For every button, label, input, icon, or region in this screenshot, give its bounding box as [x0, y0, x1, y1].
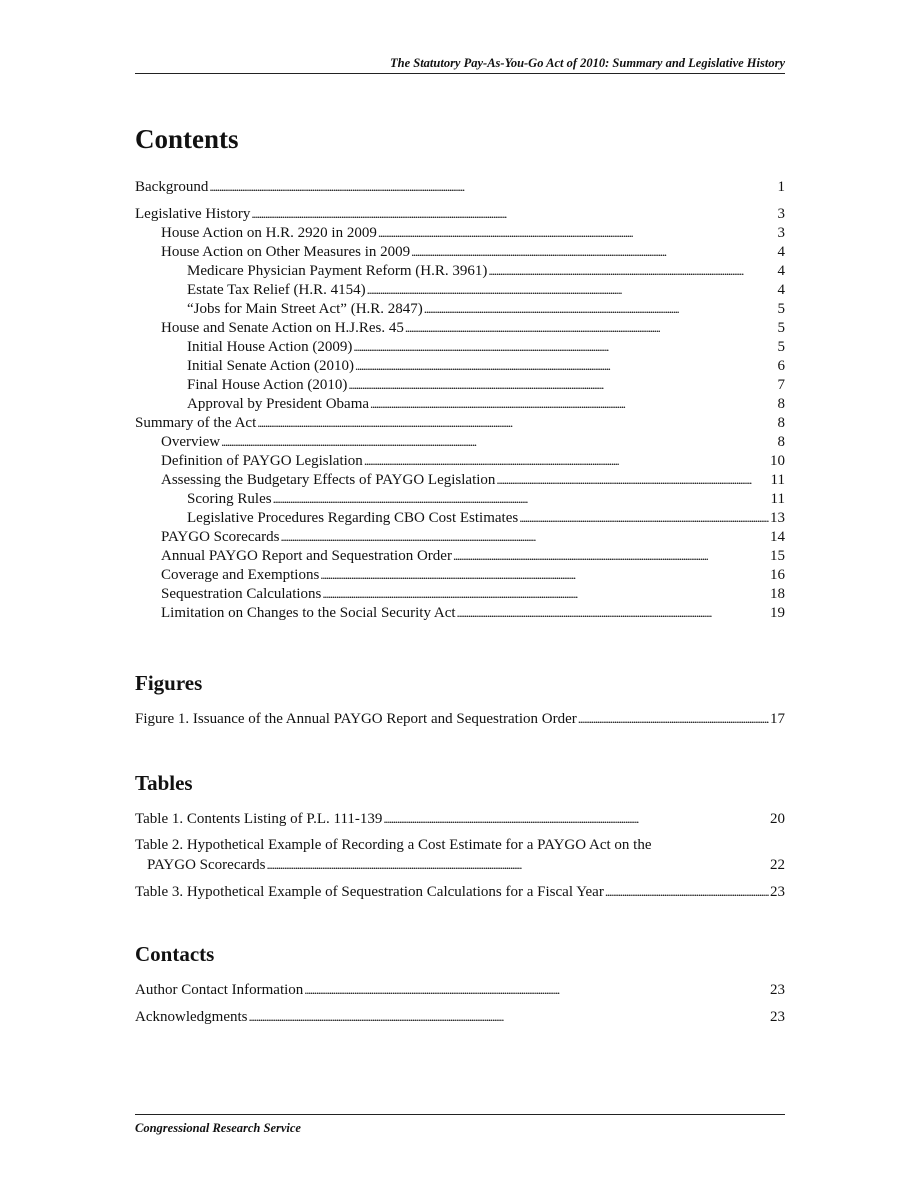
- toc-entry-label: House Action on H.R. 2920 in 2009: [161, 225, 377, 241]
- toc-entry-label: Limitation on Changes to the Social Security Act: [161, 605, 456, 621]
- dot-leader: [355, 356, 776, 375]
- dot-leader: [605, 882, 769, 901]
- toc-page-number: 19: [770, 605, 785, 621]
- dot-leader: [364, 451, 769, 470]
- toc-entry[interactable]: [135, 565, 785, 584]
- figures-list: [135, 709, 785, 728]
- footer-text: Congressional Research Service: [135, 1121, 301, 1135]
- toc-entry[interactable]: [135, 242, 785, 261]
- contents-heading: Contents: [135, 124, 239, 154]
- dot-leader: [304, 980, 769, 999]
- toc-entry[interactable]: [135, 299, 785, 318]
- toc-page-number: 10: [770, 453, 785, 469]
- dot-leader: [457, 603, 769, 622]
- toc-page-number: 4: [777, 282, 785, 298]
- toc-page-number: 23: [770, 982, 785, 998]
- contacts-heading: Contacts: [135, 942, 215, 966]
- toc-entry[interactable]: [135, 527, 785, 546]
- toc-entry[interactable]: [135, 204, 785, 223]
- toc-entry[interactable]: [135, 375, 785, 394]
- toc-entry[interactable]: [135, 356, 785, 375]
- toc-entry-label: Sequestration Calculations: [161, 586, 322, 602]
- dot-leader: [496, 470, 769, 489]
- toc-entry[interactable]: [135, 470, 785, 489]
- toc-entry-label: Author Contact Information: [135, 982, 304, 998]
- contacts-list: [135, 980, 785, 1026]
- toc-page-number: 8: [777, 434, 785, 450]
- toc-entry-label: Acknowledgments: [135, 1009, 248, 1025]
- dot-leader: [221, 432, 776, 451]
- dot-leader: [367, 280, 777, 299]
- toc-entry[interactable]: [135, 432, 785, 451]
- toc-page-number: 20: [770, 811, 785, 827]
- toc-entry-label: Definition of PAYGO Legislation: [161, 453, 363, 469]
- toc-entry[interactable]: [135, 709, 785, 728]
- toc-entry[interactable]: [135, 546, 785, 565]
- toc-page-number: 3: [777, 206, 785, 222]
- toc-entry-label: Legislative History: [135, 206, 251, 222]
- dot-leader: [320, 565, 769, 584]
- dot-leader: [266, 855, 769, 874]
- toc-entry-label: Initial Senate Action (2010): [187, 358, 355, 374]
- toc-entry-label: Figure 1. Issuance of the Annual PAYGO Report and Sequestration Order: [135, 711, 577, 727]
- toc-entry-label: Summary of the Act: [135, 415, 257, 431]
- dot-leader: [411, 242, 776, 261]
- dot-leader: [353, 337, 776, 356]
- dot-leader: [424, 299, 777, 318]
- dot-leader: [370, 394, 776, 413]
- toc-entry[interactable]: [135, 261, 785, 280]
- toc-entry-label: House Action on Other Measures in 2009: [161, 244, 411, 260]
- toc-page-number: 16: [770, 567, 785, 583]
- toc-entry-label-line2: PAYGO Scorecards: [147, 857, 266, 873]
- toc-entry-label: Overview: [161, 434, 221, 450]
- toc-page-number: 8: [777, 415, 785, 431]
- dot-leader: [248, 1007, 769, 1026]
- toc-entry-label: Assessing the Budgetary Effects of PAYGO Legislation: [161, 472, 496, 488]
- toc-page-number: 7: [777, 377, 785, 393]
- toc-entry-label: Table 3. Hypothetical Example of Sequestration Calculations for a Fiscal Year: [135, 884, 604, 900]
- toc-entry: [135, 855, 785, 874]
- toc-page-number: 4: [777, 263, 785, 279]
- toc-entry[interactable]: [135, 280, 785, 299]
- toc-entry[interactable]: [135, 318, 785, 337]
- tables-heading: Tables: [135, 771, 193, 795]
- toc-entry[interactable]: [135, 394, 785, 413]
- figures-heading: Figures: [135, 671, 203, 695]
- toc-entry-label: Estate Tax Relief (H.R. 4154): [187, 282, 366, 298]
- toc-page-number: 11: [770, 472, 785, 488]
- contents-list: [135, 177, 785, 622]
- toc-entry[interactable]: [135, 980, 785, 999]
- dot-leader: [257, 413, 776, 432]
- toc-entry-label: Scoring Rules: [187, 491, 272, 507]
- toc-entry[interactable]: [135, 882, 785, 901]
- toc-entry-label: “Jobs for Main Street Act” (H.R. 2847): [187, 301, 423, 317]
- toc-entry[interactable]: [135, 1007, 785, 1026]
- toc-page-number: 6: [777, 358, 785, 374]
- toc-page-number: 23: [770, 884, 785, 900]
- dot-leader: [378, 223, 777, 242]
- toc-entry-label: Approval by President Obama: [187, 396, 370, 412]
- dot-leader: [453, 546, 769, 565]
- dot-leader: [322, 584, 769, 603]
- toc-entry[interactable]: [135, 584, 785, 603]
- toc-entry[interactable]: [135, 337, 785, 356]
- dot-leader: [578, 709, 769, 728]
- running-header-title: The Statutory Pay-As-You-Go Act of 2010: Summary and Legislative History: [389, 56, 785, 70]
- toc-page-number: 13: [770, 510, 785, 526]
- toc-page-number: 23: [770, 1009, 785, 1025]
- toc-entry-label-line1: Table 2. Hypothetical Example of Recording a Cost Estimate for a PAYGO Act on the: [135, 837, 652, 853]
- toc-entry-label: Coverage and Exemptions: [161, 567, 320, 583]
- toc-entry-label: Table 1. Contents Listing of P.L. 111-139: [135, 811, 383, 827]
- dot-leader: [519, 508, 769, 527]
- toc-entry-label: PAYGO Scorecards: [161, 529, 280, 545]
- toc-page-number: 14: [770, 529, 785, 545]
- toc-entry[interactable]: [135, 223, 785, 242]
- running-footer: [135, 1114, 785, 1136]
- dot-leader: [348, 375, 776, 394]
- toc-entry[interactable]: [135, 489, 785, 508]
- toc-entry[interactable]: [135, 809, 785, 828]
- toc-entry[interactable]: [135, 451, 785, 470]
- toc-entry-label: Final House Action (2010): [187, 377, 348, 393]
- toc-page-number: 15: [770, 548, 785, 564]
- toc-entry[interactable]: [135, 413, 785, 432]
- toc-page-number: 5: [777, 339, 785, 355]
- toc-page-number: 1: [777, 179, 785, 195]
- toc-page-number: 4: [777, 244, 785, 260]
- toc-entry[interactable]: [135, 508, 785, 527]
- toc-page-number: 8: [777, 396, 785, 412]
- toc-entry-label: Initial House Action (2009): [187, 339, 353, 355]
- toc-entry-label: House and Senate Action on H.J.Res. 45: [161, 320, 404, 336]
- toc-entry-label: Background: [135, 179, 209, 195]
- toc-page-number: 5: [777, 301, 785, 317]
- toc-entry-label: Legislative Procedures Regarding CBO Cost Estimates: [187, 510, 519, 526]
- toc-entry-label: Medicare Physician Payment Reform (H.R. 3961): [187, 263, 488, 279]
- dot-leader: [251, 204, 776, 223]
- toc-entry[interactable]: [135, 177, 785, 196]
- toc-entry[interactable]: [135, 603, 785, 622]
- toc-page-number: 3: [777, 225, 785, 241]
- toc-page-number: 18: [770, 586, 785, 602]
- dot-leader: [280, 527, 769, 546]
- toc-page-number: 22: [770, 857, 785, 873]
- dot-leader: [209, 177, 776, 196]
- dot-leader: [273, 489, 770, 508]
- dot-leader: [488, 261, 776, 280]
- toc-page-number: 11: [770, 491, 785, 507]
- toc-entry-label: Annual PAYGO Report and Sequestration Order: [161, 548, 452, 564]
- dot-leader: [405, 318, 777, 337]
- dot-leader: [383, 809, 769, 828]
- tables-list: [135, 809, 785, 901]
- toc-page-number: 5: [777, 320, 785, 336]
- running-header: [135, 56, 785, 74]
- toc-page-number: 17: [770, 711, 785, 727]
- toc-entry-wrapped[interactable]: [135, 836, 785, 874]
